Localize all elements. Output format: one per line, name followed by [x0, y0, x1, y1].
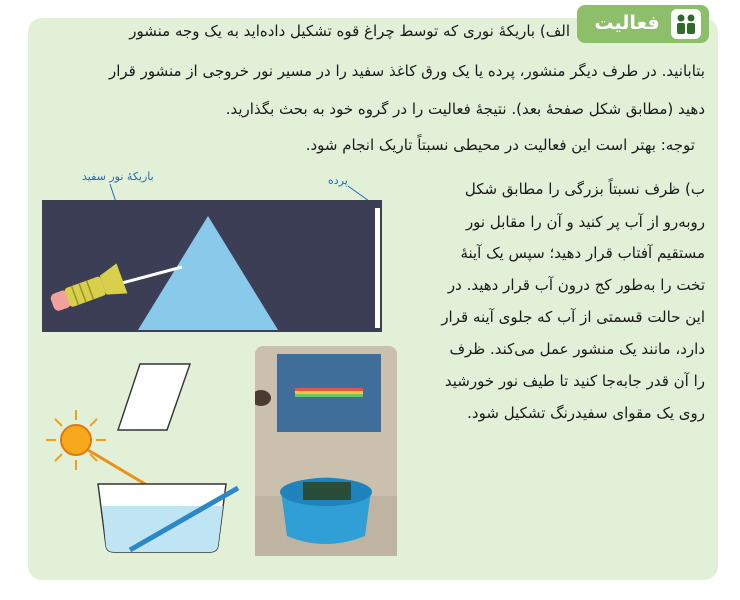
white-screen: [375, 208, 380, 328]
white-cardboard: [118, 364, 190, 430]
part-b-line-1: ب) ظرف نسبتاً بزرگی را مطابق شکل: [464, 180, 705, 198]
part-a-line-3: دهید (مطابق شکل صفحهٔ بعد). نتیجهٔ فعالیت را در گروه خود به بحث بگذارید.: [225, 100, 705, 118]
part-a-line-2: بتابانید. در طرف دیگر منشور، پرده یا یک ورق کاغذ سفید را در مسیر نور خروجی از منشور قرار: [108, 62, 705, 80]
part-b-line-2: روبه‌رو از آب پر کنید و آن را مقابل نور: [465, 213, 705, 231]
screen-label: پرده: [328, 174, 348, 187]
part-b-line-6: دارد، مانند یک منشور عمل می‌کند. ظرف: [449, 340, 705, 358]
activity-title: فعالیت: [594, 12, 660, 34]
part-b-line-7: را آن قدر جابه‌جا کنید تا طیف نور خورشید: [444, 372, 705, 390]
part-b-line-4: تخت را به‌طور کج درون آب قرار دهید. در: [447, 276, 705, 294]
part-b-line-3: مستقیم آفتاب قرار دهید؛ سپس یک آینهٔ: [460, 244, 705, 262]
part-b-line-8: روی یک مقوای سفیدرنگ تشکیل شود.: [467, 404, 705, 422]
white-beam-label: باریکهٔ نور سفید: [82, 170, 154, 183]
part-a-line-1: الف) باریکهٔ نوری که توسط چراغ قوه تشکیل داده‌اید به یک وجه منشور: [129, 22, 570, 40]
sun-icon: [46, 410, 106, 470]
prism-figure: [30, 180, 390, 350]
mirror-in-bowl: [303, 482, 351, 500]
sun-water-mirror-diagram: [42, 360, 252, 560]
experiment-photo: [255, 346, 397, 556]
part-b-line-5: این حالت قسمتی از آب که جلوی آینه قرار: [441, 308, 705, 326]
part-a-note: توجه: بهتر است این فعالیت در محیطی نسبتاً تاریک انجام شود.: [305, 136, 695, 154]
group-people-icon: [671, 9, 701, 39]
